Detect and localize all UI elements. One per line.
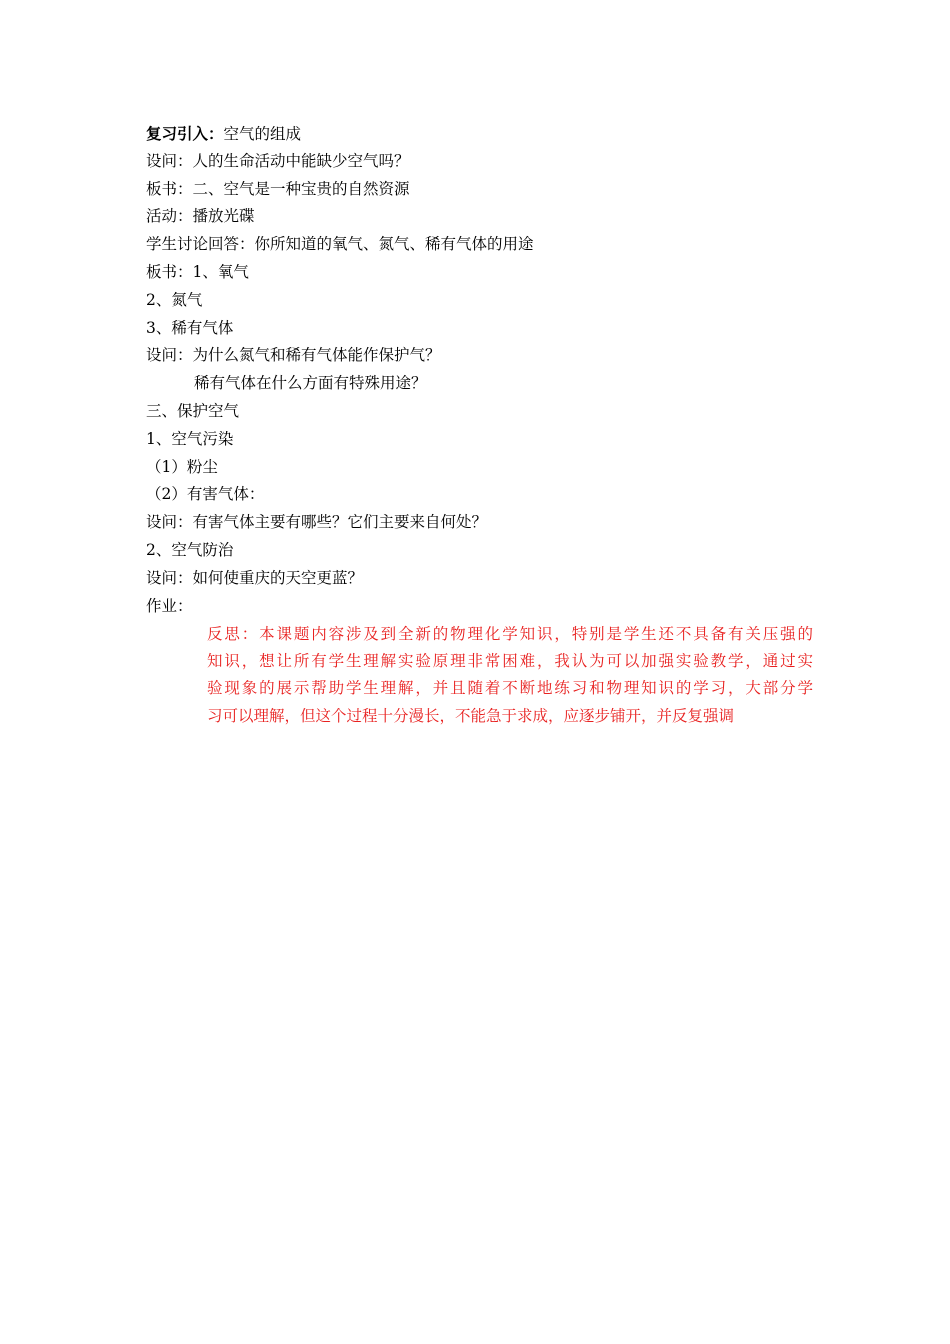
reflection-line: 验现象的展示帮助学生理解，并且随着不断地练习和物理知识的学习，大部分学 [207,679,813,698]
lesson-plan [146,120,826,620]
activity-line: 活动：播放光碟 [146,207,255,226]
review-heading: 复习引入： [146,124,224,143]
review-intro-line [146,120,826,148]
section-protect-air: 三、保护空气 [146,401,240,420]
review-topic: 空气的组成 [223,125,302,143]
discussion-line: 学生讨论回答：你所知道的氧气、氮气、稀有气体的用途 [146,235,534,254]
question-harmful-gas-line: 设问：有害气体主要有哪些？它们主要来自何处？ [146,513,488,532]
reflection-line: 知识，想让所有学生理解实验原理非常困难，我认为可以加强实验教学，通过实 [207,652,813,671]
question-protective-gas-line: 设问：为什么氮气和稀有气体能作保护气？ [146,346,441,365]
question-blue-sky-line: 设问：如何使重庆的天空更蓝？ [146,568,364,587]
homework-line: 作业： [146,596,193,615]
reflection-line: 习可以理解，但这个过程十分漫长，不能急于求成，应逐步铺开，并反复强调 [207,706,735,725]
question-line: 设问：人的生命活动中能缺少空气吗？ [146,151,410,170]
reflection-line: 反思：本课题内容涉及到全新的物理化学知识，特别是学生还不具备有关压强的 [207,625,813,643]
noble-gas-line: 3、稀有气体 [146,318,234,337]
harmful-gas-line: （2）有害气体： [146,485,265,504]
reflection-paragraph [207,621,813,730]
dust-line: （1）粉尘 [146,457,218,476]
air-pollution-line: 1、空气污染 [146,429,234,448]
nitrogen-line: 2、氮气 [146,290,203,309]
board-oxygen-line: 板书：1、氧气 [146,262,249,281]
question-noble-gas-use-line: 稀有气体在什么方面有特殊用途？ [194,374,427,393]
air-prevention-line: 2、空气防治 [146,540,234,559]
board-line: 板书：二、空气是一种宝贵的自然资源 [146,179,410,198]
